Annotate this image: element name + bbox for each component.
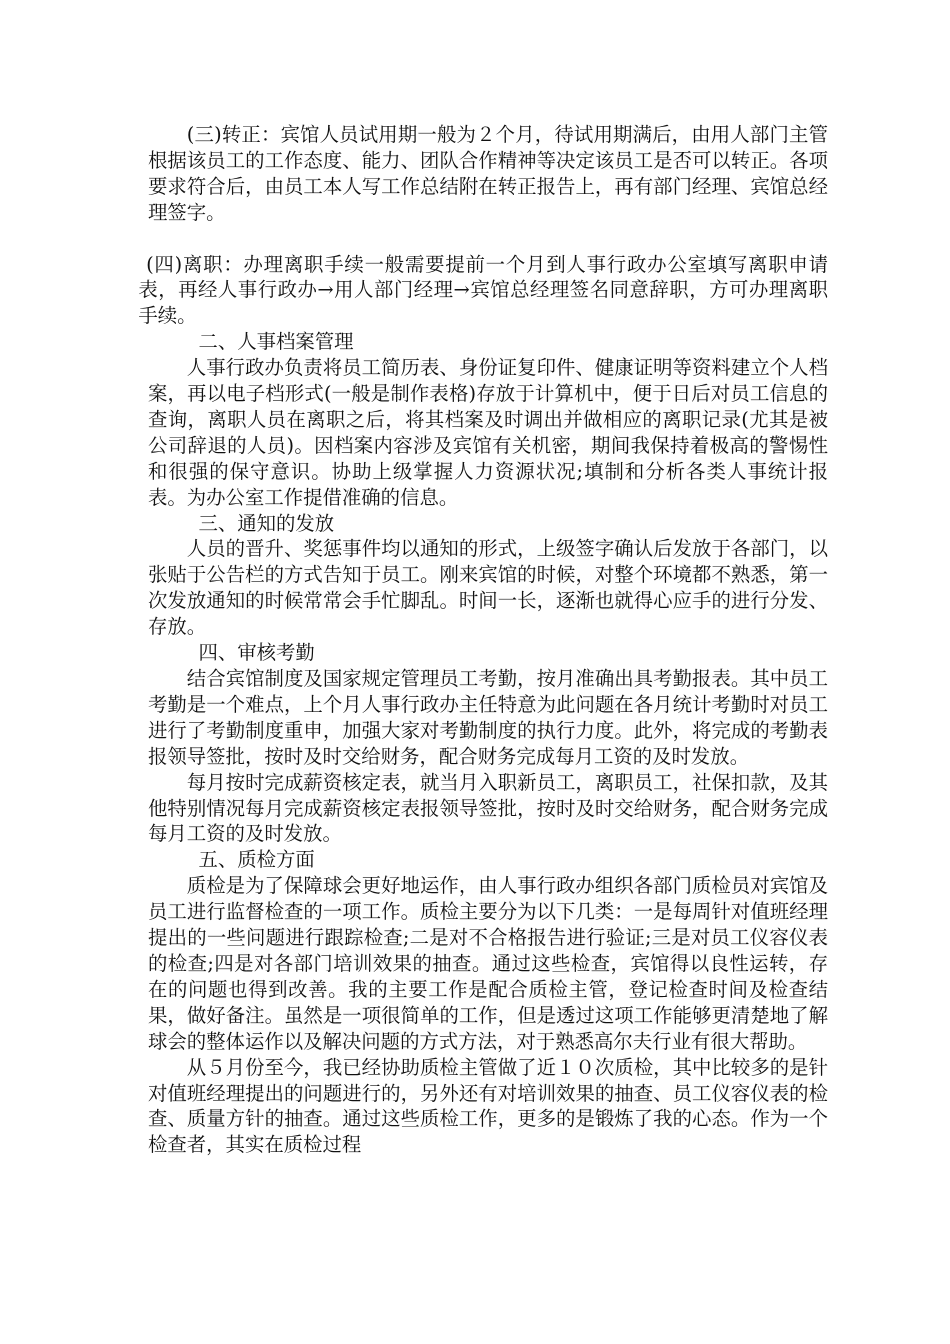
section-heading-attendance: 四、审核考勤: [198, 641, 315, 665]
document-body: [138, 122, 828, 1158]
paragraph-attendance: 结合宾馆制度及国家规定管理员工考勤，按月准确出具考勤报表。其中员工考勤是一个难点，上个月人事行政办主任特意为此问题在各月统计考勤时对员工进行了考勤制度重申，加强大家对考勤制度的执行力度。此外，将完成的考勤表报领导签批，按时及时交给财务，配合财务完成每月工资的及时发放。: [148, 667, 828, 768]
paragraph-resignation: (四)离职：办理离职手续一般需要提前一个月到人事行政办公室填写离职申请表，再经人事行政办→用人部门经理→宾馆总经理签名同意辞职，方可办理离职手续。: [138, 252, 828, 328]
paragraph-probation: (三)转正：宾馆人员试用期一般为２个月，待试用期满后，由用人部门主管根据该员工的工作态度、能力、团队合作精神等决定该员工是否可以转正。各项要求符合后，由员工本人写工作总结附在转正报告上，再有部门经理、宾馆总经理签字。: [148, 123, 828, 224]
paragraph-notices: 人员的晋升、奖惩事件均以通知的形式，上级签字确认后发放于各部门，以张贴于公告栏的方式告知于员工。刚来宾馆的时候，对整个环境都不熟悉，第一次发放通知的时候常常会手忙脚乱。时间一长，逐渐也就得心应手的进行分发、存放。: [148, 537, 828, 639]
paragraph-quality-inspection: 质检是为了保障球会更好地运作，由人事行政办组织各部门质检员对宾馆及员工进行监督检查的一项工作。质检主要分为以下几类：一是每周针对值班经理提出的一些问题进行跟踪检查;二是对不合格报告进行验证;三是对员工仪容仪表的检查;四是对各部门培训效果的抽查。通过这些检查，宾馆得以良性运转，存在的问题也得到改善。我的主要工作是配合质检主管，登记检查时间及检查结果，做好备注。虽然是一项很简单的工作，但是透过这项工作能够更清楚地了解球会的整体运作以及解决问题的方式方法，对于熟悉高尔夫行业有很大帮助。: [148, 874, 828, 1053]
paragraph-personnel-files: 人事行政办负责将员工简历表、身份证复印件、健康证明等资料建立个人档案，再以电子档形式(一般是制作表格)存放于计算机中，便于日后对员工信息的查询，离职人员在离职之后，将其档案及时调出并做相应的离职记录(尤其是被公司辞退的人员)。因档案内容涉及宾馆有关机密，期间我保持着极高的警惕性和很强的保守意识。协助上级掌握人力资源状况;填制和分析各类人事统计报表。为办公室工作提借准确的信息。: [148, 356, 828, 509]
section-heading-personnel-files: 二、人事档案管理: [198, 330, 354, 354]
paragraph-payroll: 每月按时完成薪资核定表，就当月入职新员工，离职员工，社保扣款，及其他特别情况每月完成薪资核定表报领导签批，按时及时交给财务，配合财务完成每月工资的及时发放。: [148, 770, 828, 846]
section-heading-notices: 三、通知的发放: [198, 511, 335, 535]
section-heading-quality-inspection: 五、质检方面: [198, 848, 315, 872]
paragraph-inspection-experience: 从５月份至今，我已经协助质检主管做了近１０次质检，其中比较多的是针对值班经理提出的问题进行的，另外还有对培训效果的抽查、员工仪容仪表的检查、质量方针的抽查。通过这些质检工作，更多的是锻炼了我的心态。作为一个检查者，其实在质检过程: [148, 1055, 828, 1157]
